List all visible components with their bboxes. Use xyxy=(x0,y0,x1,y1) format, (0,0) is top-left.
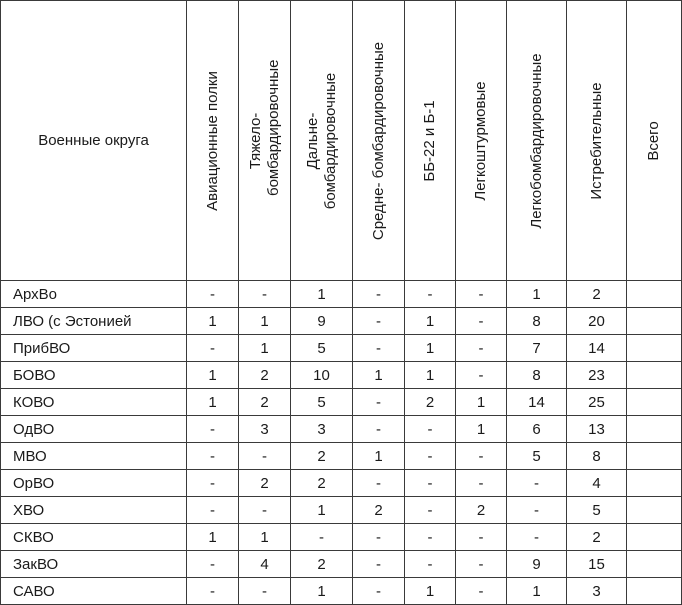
value-cell: 9 xyxy=(291,308,353,335)
value-cell: - xyxy=(456,551,507,578)
value-cell xyxy=(627,551,682,578)
table-row xyxy=(1,281,682,308)
value-cell: - xyxy=(187,335,239,362)
value-cell: - xyxy=(507,524,567,551)
header-row xyxy=(1,1,682,281)
value-cell: - xyxy=(353,416,405,443)
district-name-cell: ПрибВО xyxy=(1,335,187,362)
column-header-label: Легкоштурмовые xyxy=(472,80,489,201)
district-name-cell: АрхВо xyxy=(1,281,187,308)
value-cell: 25 xyxy=(567,389,627,416)
value-cell: - xyxy=(187,470,239,497)
value-cell: - xyxy=(353,470,405,497)
value-cell: - xyxy=(405,443,456,470)
table-body xyxy=(1,281,682,605)
row-header-label: Военные округа xyxy=(1,1,187,281)
table-row xyxy=(1,362,682,389)
value-cell: 1 xyxy=(239,308,291,335)
value-cell: - xyxy=(239,281,291,308)
table-row xyxy=(1,335,682,362)
district-name-cell: МВО xyxy=(1,443,187,470)
value-cell: 1 xyxy=(507,578,567,605)
district-name-cell: ЛВО (с Эстонией xyxy=(1,308,187,335)
value-cell: 5 xyxy=(507,443,567,470)
value-cell: 1 xyxy=(456,416,507,443)
column-header-label: Истребительные xyxy=(587,81,605,200)
value-cell: - xyxy=(405,470,456,497)
value-cell: 1 xyxy=(187,308,239,335)
value-cell: 5 xyxy=(291,389,353,416)
value-cell: 1 xyxy=(507,281,567,308)
value-cell: - xyxy=(187,281,239,308)
column-header xyxy=(239,1,291,281)
value-cell: 2 xyxy=(567,281,627,308)
column-header xyxy=(405,1,456,281)
value-cell: 9 xyxy=(507,551,567,578)
value-cell: 5 xyxy=(567,497,627,524)
value-cell xyxy=(627,578,682,605)
value-cell: 1 xyxy=(239,524,291,551)
value-cell: 1 xyxy=(353,443,405,470)
value-cell: - xyxy=(239,443,291,470)
value-cell: 2 xyxy=(239,362,291,389)
value-cell: - xyxy=(353,281,405,308)
value-cell: - xyxy=(456,281,507,308)
value-cell: 1 xyxy=(187,389,239,416)
value-cell: 1 xyxy=(239,335,291,362)
value-cell: 1 xyxy=(405,578,456,605)
district-name-cell: ЗакВО xyxy=(1,551,187,578)
value-cell: - xyxy=(456,524,507,551)
column-header xyxy=(353,1,405,281)
value-cell xyxy=(627,497,682,524)
table-row xyxy=(1,416,682,443)
value-cell: - xyxy=(507,497,567,524)
value-cell: 2 xyxy=(567,524,627,551)
table-row xyxy=(1,470,682,497)
value-cell: 1 xyxy=(353,362,405,389)
value-cell: - xyxy=(405,416,456,443)
value-cell: 2 xyxy=(291,470,353,497)
district-name-cell: СКВО xyxy=(1,524,187,551)
column-header-label: Авиационные полки xyxy=(203,70,221,211)
column-header-label: Всего xyxy=(645,120,662,161)
value-cell: 15 xyxy=(567,551,627,578)
value-cell xyxy=(627,443,682,470)
value-cell: - xyxy=(291,524,353,551)
value-cell: 1 xyxy=(405,308,456,335)
table-row xyxy=(1,524,682,551)
value-cell xyxy=(627,470,682,497)
value-cell: - xyxy=(456,308,507,335)
value-cell: - xyxy=(353,524,405,551)
column-header xyxy=(627,1,682,281)
value-cell: 2 xyxy=(239,389,291,416)
value-cell: - xyxy=(239,578,291,605)
value-cell xyxy=(627,335,682,362)
value-cell: 8 xyxy=(567,443,627,470)
value-cell: - xyxy=(187,443,239,470)
table-row xyxy=(1,308,682,335)
column-header xyxy=(187,1,239,281)
district-name-cell: ХВО xyxy=(1,497,187,524)
district-name-cell: ОрВО xyxy=(1,470,187,497)
value-cell: - xyxy=(187,578,239,605)
value-cell: - xyxy=(456,578,507,605)
value-cell: - xyxy=(456,362,507,389)
value-cell: 1 xyxy=(456,389,507,416)
district-name-cell: ОдВО xyxy=(1,416,187,443)
district-name-cell: САВО xyxy=(1,578,187,605)
value-cell xyxy=(627,416,682,443)
value-cell: - xyxy=(456,335,507,362)
column-header-label: Легкобомбардировочные xyxy=(527,52,545,229)
value-cell: - xyxy=(353,335,405,362)
value-cell: 13 xyxy=(567,416,627,443)
column-header-label: ББ-22 и Б-1 xyxy=(421,99,438,182)
value-cell: 3 xyxy=(291,416,353,443)
value-cell: 20 xyxy=(567,308,627,335)
value-cell: - xyxy=(353,389,405,416)
table-row xyxy=(1,443,682,470)
value-cell: 23 xyxy=(567,362,627,389)
column-header xyxy=(291,1,353,281)
value-cell xyxy=(627,281,682,308)
value-cell: - xyxy=(405,497,456,524)
district-name-cell: БОВО xyxy=(1,362,187,389)
value-cell xyxy=(627,308,682,335)
value-cell: 2 xyxy=(353,497,405,524)
value-cell: 1 xyxy=(187,362,239,389)
value-cell: - xyxy=(187,416,239,443)
value-cell: 1 xyxy=(291,281,353,308)
value-cell: - xyxy=(405,551,456,578)
value-cell: 2 xyxy=(291,551,353,578)
district-name-cell: КОВО xyxy=(1,389,187,416)
value-cell: - xyxy=(353,308,405,335)
value-cell: 2 xyxy=(291,443,353,470)
column-header xyxy=(507,1,567,281)
value-cell: 7 xyxy=(507,335,567,362)
value-cell: 8 xyxy=(507,308,567,335)
value-cell: - xyxy=(405,281,456,308)
value-cell xyxy=(627,362,682,389)
value-cell: 1 xyxy=(405,362,456,389)
value-cell: 4 xyxy=(239,551,291,578)
value-cell: - xyxy=(456,443,507,470)
value-cell: 1 xyxy=(405,335,456,362)
column-header xyxy=(456,1,507,281)
value-cell: 14 xyxy=(567,335,627,362)
value-cell: 5 xyxy=(291,335,353,362)
value-cell: 1 xyxy=(187,524,239,551)
value-cell: 3 xyxy=(239,416,291,443)
column-header-label: Дальне-бомбардировочные xyxy=(303,72,339,209)
value-cell: 1 xyxy=(291,497,353,524)
value-cell: 1 xyxy=(291,578,353,605)
value-cell: 4 xyxy=(567,470,627,497)
value-cell: 3 xyxy=(567,578,627,605)
value-cell: - xyxy=(187,551,239,578)
value-cell xyxy=(627,389,682,416)
column-header-label: Средне- бомбардировочные xyxy=(369,41,387,240)
value-cell: 2 xyxy=(239,470,291,497)
value-cell: 2 xyxy=(456,497,507,524)
value-cell: 10 xyxy=(291,362,353,389)
value-cell: - xyxy=(239,497,291,524)
value-cell: - xyxy=(353,578,405,605)
value-cell xyxy=(627,524,682,551)
value-cell: - xyxy=(507,470,567,497)
value-cell: - xyxy=(456,470,507,497)
table-row xyxy=(1,551,682,578)
value-cell: - xyxy=(187,497,239,524)
table-row xyxy=(1,578,682,605)
value-cell: 14 xyxy=(507,389,567,416)
column-header-label: Тяжело-бомбардировочные xyxy=(246,58,282,196)
value-cell: - xyxy=(405,524,456,551)
column-header xyxy=(567,1,627,281)
table-row xyxy=(1,389,682,416)
value-cell: 8 xyxy=(507,362,567,389)
value-cell: 2 xyxy=(405,389,456,416)
table-row xyxy=(1,497,682,524)
value-cell: - xyxy=(353,551,405,578)
value-cell: 6 xyxy=(507,416,567,443)
